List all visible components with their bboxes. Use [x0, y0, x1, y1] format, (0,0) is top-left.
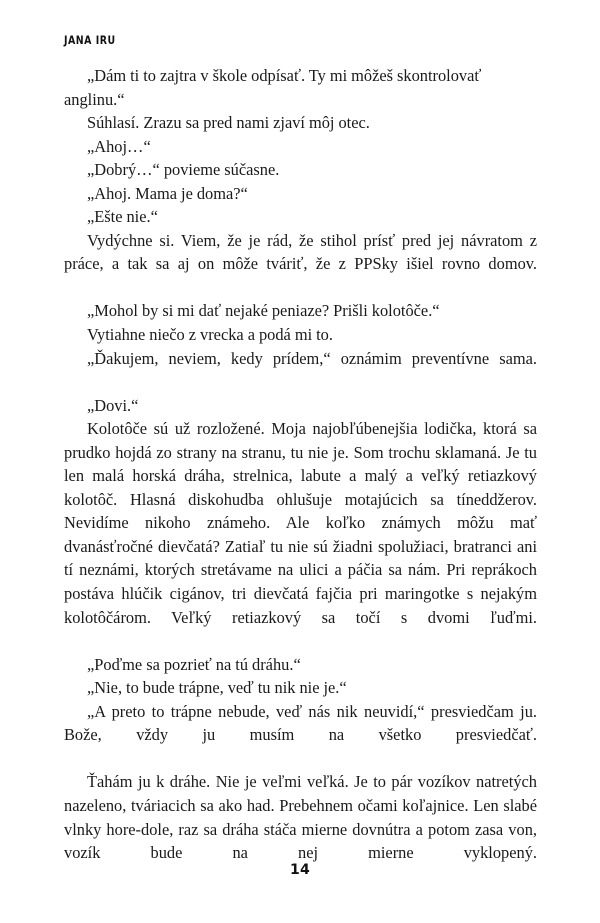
paragraph: Ťahám ju k dráhe. Nie je veľmi veľká. Je to pár vozíkov natretých nazeleno, tváriacich sa ako had. Prebehnem očami koľajnice. Len slabé vlnky hore-dole, raz sa dráha stáča mierne dovnútra a potom zasa von, vozík bude na nej mierne vyklopený.	[64, 772, 537, 863]
body-text-block	[64, 64, 537, 888]
paragraph: „Poďme sa pozrieť na tú dráhu.“	[87, 654, 301, 674]
paragraph: „Dovi.“	[87, 395, 139, 415]
paragraph: „Dám ti to zajtra v škole odpísať. Ty mi môžeš skontrolovať anglinu.“	[64, 66, 482, 109]
paragraph: „Nie, to bude trápne, veď tu nik nie je.“	[87, 678, 347, 698]
paragraph: „Ešte nie.“	[87, 207, 158, 227]
paragraph: „Ahoj…“	[87, 136, 151, 156]
paragraph: „Dobrý…“ povieme súčasne.	[87, 160, 280, 180]
paragraph: Súhlasí. Zrazu sa pred nami zjaví môj otec.	[87, 113, 370, 133]
running-head: JANA IRU	[64, 33, 116, 47]
paragraph: „Ďakujem, neviem, kedy prídem,“ oznámim preventívne sama.	[87, 348, 537, 368]
page-number: 14	[290, 862, 310, 878]
paragraph: „Ahoj. Mama je doma?“	[87, 183, 248, 203]
paragraph: Vydýchne si. Viem, že je rád, že stihol prísť pred jej návratom z práce, a tak sa aj on môže tváriť, že z PPSky išiel rovno domov.	[64, 230, 537, 274]
paragraph: „Mohol by si mi dať nejaké peniaze? Prišli kolotôče.“	[87, 301, 440, 321]
paragraph: „A preto to trápne nebude, veď nás nik neuvidí,“ presviedčam ju. Bože, vždy ju musím na všetko presviedčať.	[64, 701, 537, 745]
paragraph: Vytiahne niečo z vrecka a podá mi to.	[87, 325, 333, 345]
paragraph: Kolotôče sú už rozložené. Moja najobľúbenejšia lodička, ktorá sa prudko hojdá zo strany na stranu, tu nie je. Som trochu sklamaná. Je tu len malá horská dráha, strelnica, labute a malý a veľký retiazkový kolotôč. Hlasná diskohudba ohlušuje motajúcich sa tíneddžerov. Nevidíme nikoho známeho. Ale koľko známych môžu mať dvanásťročné dievčatá? Zatiaľ tu nie sú žiadni spolužiaci, bratranci ani tí neznámi, ktorých stretávame na ulici a páčia sa nám. Pri reprákoch postáva hlúčik cigánov, tri dievčatá fajčia pri maringotke s nejakým kolotôčárom. Veľký retiazkový sa točí s dvomi ľuďmi.	[64, 419, 537, 627]
